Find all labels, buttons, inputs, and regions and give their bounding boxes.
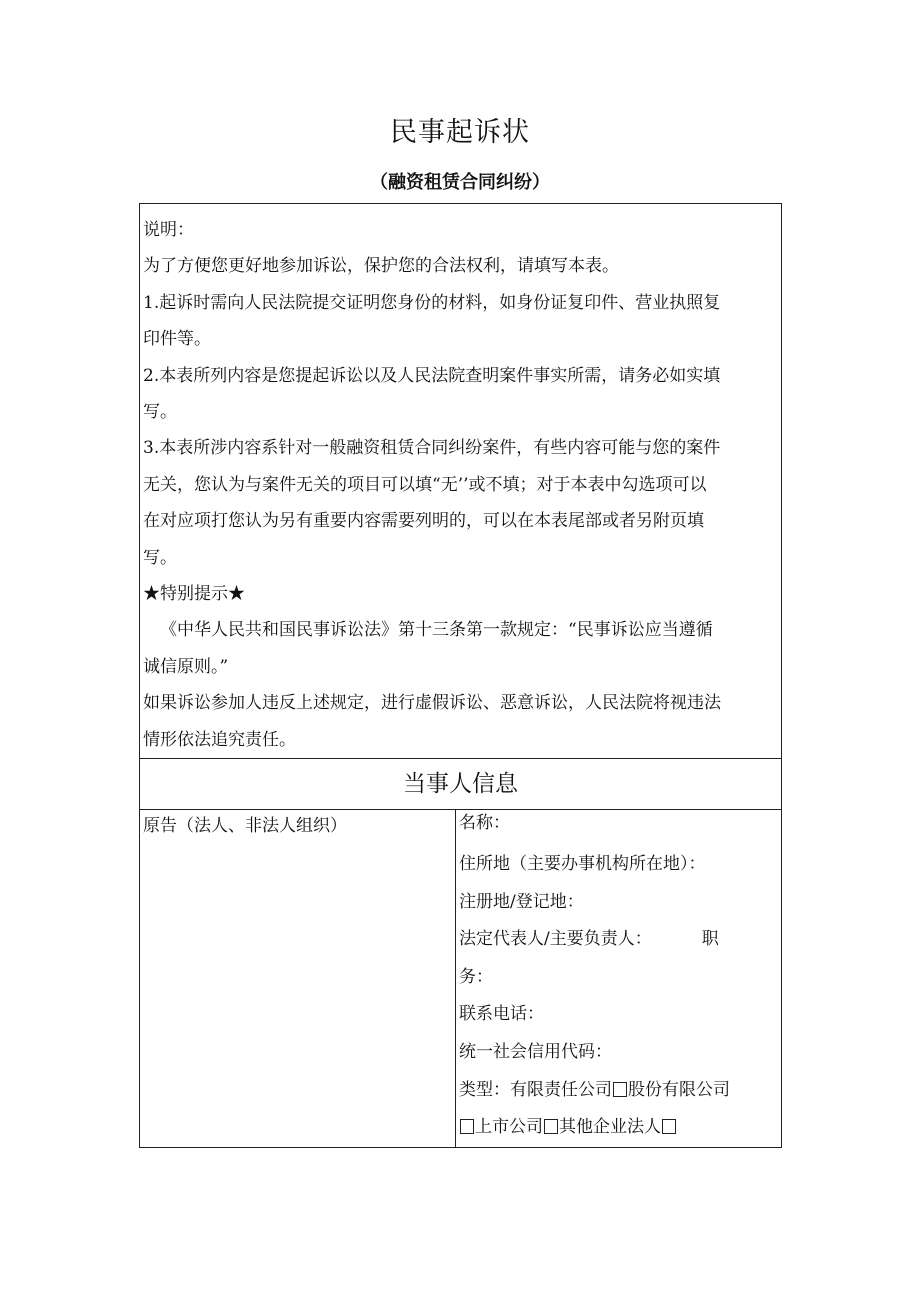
type-option-listed: 上市公司 bbox=[475, 1117, 543, 1138]
representative-field[interactable] bbox=[459, 921, 777, 959]
plaintiff-label-cell bbox=[140, 810, 456, 1148]
warning-line-2: 情形依法追究责任。 bbox=[143, 729, 296, 750]
complaint-form-table bbox=[139, 203, 782, 1148]
checkbox-llc[interactable] bbox=[613, 1082, 627, 1097]
position-field[interactable]: 务： bbox=[459, 966, 493, 987]
special-notice-heading: ★特别提示★ bbox=[143, 584, 245, 605]
type-option-llc: 有限责任公司 bbox=[510, 1079, 612, 1100]
name-field[interactable]: 名称： bbox=[459, 813, 510, 834]
company-type-line-2 bbox=[459, 1109, 777, 1147]
document-title: 民事起诉状 bbox=[390, 117, 530, 148]
type-option-joint-stock: 股份有限公司 bbox=[628, 1079, 730, 1100]
checkbox-listed[interactable] bbox=[544, 1119, 558, 1134]
phone-field[interactable]: 联系电话： bbox=[459, 1004, 544, 1025]
warning-line-1: 如果诉讼参加人违反上述规定，进行虚假诉讼、恶意诉讼，人民法院将视违法 bbox=[143, 693, 721, 714]
instruction-item-3-line-4: 写。 bbox=[143, 547, 177, 568]
document-subtitle: （融资租赁合同纠纷） bbox=[370, 172, 550, 193]
credit-code-field[interactable]: 统一社会信用代码： bbox=[459, 1042, 612, 1063]
law-quote-line-1: 《中华人民共和国民事诉讼法》第十三条第一款规定：“民事诉讼应当遵循 bbox=[160, 620, 713, 641]
representative-label: 法定代表人/主要负责人： bbox=[459, 929, 652, 950]
type-label: 类型： bbox=[459, 1079, 510, 1100]
company-type-line-1 bbox=[459, 1072, 777, 1110]
address-field[interactable]: 住所地（主要办事机构所在地）： bbox=[459, 854, 706, 875]
instruction-item-1-line-1: 1.起诉时需向人民法院提交证明您身份的材料，如身份证复印件、营业执照复 bbox=[143, 292, 721, 313]
instructions-intro: 为了方便您更好地参加诉讼，保护您的合法权利，请填写本表。 bbox=[143, 256, 619, 277]
registration-field[interactable]: 注册地/登记地： bbox=[459, 891, 584, 912]
law-quote-line-2: 诚信原则。” bbox=[143, 656, 229, 677]
position-label-part-1: 职 bbox=[701, 929, 719, 950]
party-info-header: 当事人信息 bbox=[140, 759, 782, 810]
instruction-item-2-line-2: 写。 bbox=[143, 402, 177, 423]
instruction-item-3-line-3: 在对应项打您认为另有重要内容需要列明的，可以在本表尾部或者另附页填 bbox=[143, 511, 704, 532]
instructions-cell bbox=[140, 204, 782, 759]
instructions-heading: 说明： bbox=[143, 220, 194, 240]
instruction-item-3-line-2: 无关，您认为与案件无关的项目可以填“无’’或不填；对于本表中勾选项可以 bbox=[143, 474, 707, 495]
checkbox-joint-stock[interactable] bbox=[460, 1119, 474, 1134]
instruction-item-3-line-1: 3.本表所涉内容系针对一般融资租赁合同纠纷案件，有些内容可能与您的案件 bbox=[143, 438, 721, 459]
type-option-other: 其他企业法人 bbox=[559, 1117, 661, 1138]
instruction-item-1-line-2: 印件等。 bbox=[143, 329, 211, 350]
instruction-item-2-line-1: 2.本表所列内容是您提起诉讼以及人民法院查明案件事实所需，请务必如实填 bbox=[143, 365, 721, 386]
plaintiff-fields-cell bbox=[456, 810, 782, 1148]
checkbox-other[interactable] bbox=[662, 1119, 676, 1134]
plaintiff-label: 原告（法人、非法人组织） bbox=[143, 816, 347, 837]
